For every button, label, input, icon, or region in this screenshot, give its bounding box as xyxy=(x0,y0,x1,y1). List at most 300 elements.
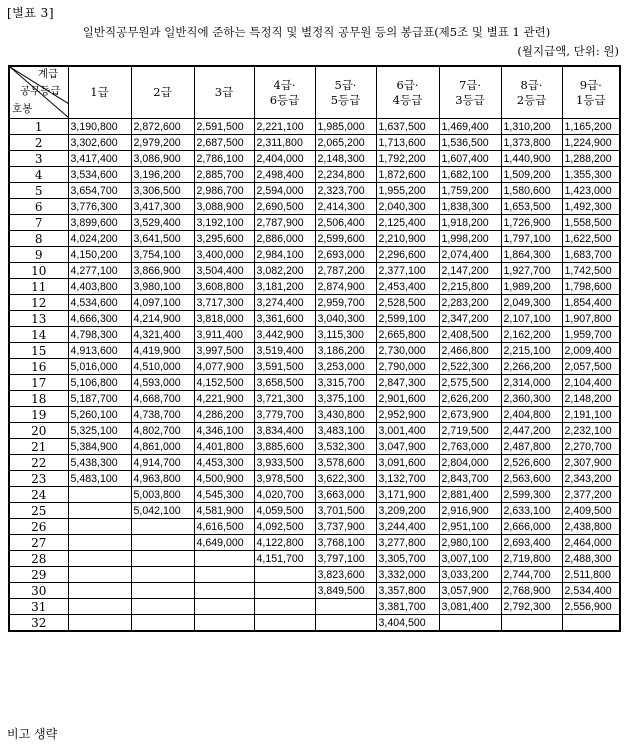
salary-cell: 1,955,200 xyxy=(376,183,439,199)
salary-cell xyxy=(131,599,194,615)
table-row xyxy=(9,151,620,167)
salary-cell: 1,998,200 xyxy=(439,231,501,247)
salary-cell: 4,152,500 xyxy=(194,375,254,391)
salary-cell xyxy=(131,519,194,535)
salary-cell: 3,295,600 xyxy=(194,231,254,247)
salary-cell: 1,310,200 xyxy=(501,119,562,135)
salary-cell: 2,804,000 xyxy=(439,455,501,471)
salary-cell: 2,787,900 xyxy=(254,215,315,231)
unit-note: (월지급액, 단위: 원) xyxy=(517,44,619,58)
step-number: 7 xyxy=(9,215,68,231)
salary-cell xyxy=(501,615,562,632)
salary-cell: 2,049,300 xyxy=(501,295,562,311)
step-number: 19 xyxy=(9,407,68,423)
salary-cell: 2,885,700 xyxy=(194,167,254,183)
salary-cell: 2,438,800 xyxy=(562,519,620,535)
salary-cell: 2,404,800 xyxy=(501,407,562,423)
salary-cell: 2,768,900 xyxy=(501,583,562,599)
salary-cell: 2,690,500 xyxy=(254,199,315,215)
table-row xyxy=(9,375,620,391)
salary-cell: 3,483,100 xyxy=(315,423,376,439)
salary-cell: 2,148,200 xyxy=(562,391,620,407)
salary-cell: 4,059,500 xyxy=(254,503,315,519)
salary-cell xyxy=(131,567,194,583)
column-header-label: 4등급 xyxy=(392,92,423,107)
salary-cell: 1,637,500 xyxy=(376,119,439,135)
table-row xyxy=(9,519,620,535)
salary-cell: 5,325,100 xyxy=(68,423,131,439)
salary-cell: 3,717,300 xyxy=(194,295,254,311)
step-number: 27 xyxy=(9,535,68,551)
step-number: 32 xyxy=(9,615,68,632)
salary-cell: 2,916,900 xyxy=(439,503,501,519)
table-row xyxy=(9,343,620,359)
salary-cell: 1,864,300 xyxy=(501,247,562,263)
salary-cell: 2,673,900 xyxy=(439,407,501,423)
salary-cell: 2,009,400 xyxy=(562,343,620,359)
salary-cell: 2,343,200 xyxy=(562,471,620,487)
salary-cell: 2,901,600 xyxy=(376,391,439,407)
salary-cell: 2,599,600 xyxy=(315,231,376,247)
salary-cell: 3,622,300 xyxy=(315,471,376,487)
salary-cell: 2,666,000 xyxy=(501,519,562,535)
salary-cell: 2,633,100 xyxy=(501,503,562,519)
table-row xyxy=(9,295,620,311)
column-header-label: 2등급 xyxy=(516,92,547,107)
table-row xyxy=(9,423,620,439)
column-header xyxy=(439,66,501,119)
table-row xyxy=(9,583,620,599)
step-number: 4 xyxy=(9,167,68,183)
salary-cell: 5,042,100 xyxy=(131,503,194,519)
salary-cell: 2,210,900 xyxy=(376,231,439,247)
salary-cell: 3,082,200 xyxy=(254,263,315,279)
salary-cell: 3,658,500 xyxy=(254,375,315,391)
salary-cell: 2,959,700 xyxy=(315,295,376,311)
salary-cell: 3,086,900 xyxy=(131,151,194,167)
salary-cell: 3,091,600 xyxy=(376,455,439,471)
salary-cell: 4,914,700 xyxy=(131,455,194,471)
step-number: 5 xyxy=(9,183,68,199)
salary-cell: 2,270,700 xyxy=(562,439,620,455)
salary-cell: 2,787,200 xyxy=(315,263,376,279)
salary-cell: 2,464,000 xyxy=(562,535,620,551)
salary-cell: 3,115,300 xyxy=(315,327,376,343)
salary-cell: 1,536,500 xyxy=(439,135,501,151)
salary-cell: 3,933,500 xyxy=(254,455,315,471)
salary-cell: 4,534,600 xyxy=(68,295,131,311)
salary-cell: 1,682,100 xyxy=(439,167,501,183)
salary-cell: 3,057,900 xyxy=(439,583,501,599)
salary-cell: 2,360,300 xyxy=(501,391,562,407)
salary-cell: 3,181,200 xyxy=(254,279,315,295)
salary-cell: 2,453,400 xyxy=(376,279,439,295)
salary-cell: 2,763,000 xyxy=(439,439,501,455)
salary-cell: 5,483,100 xyxy=(68,471,131,487)
salary-cell: 3,823,600 xyxy=(315,567,376,583)
step-number: 11 xyxy=(9,279,68,295)
salary-cell: 2,323,700 xyxy=(315,183,376,199)
salary-cell: 1,985,000 xyxy=(315,119,376,135)
salary-cell: 2,872,600 xyxy=(131,119,194,135)
step-number: 17 xyxy=(9,375,68,391)
salary-cell: 2,951,100 xyxy=(439,519,501,535)
table-row xyxy=(9,183,620,199)
salary-cell: 2,104,400 xyxy=(562,375,620,391)
salary-cell xyxy=(131,583,194,599)
salary-cell: 4,510,000 xyxy=(131,359,194,375)
salary-cell: 3,306,500 xyxy=(131,183,194,199)
salary-cell: 2,232,100 xyxy=(562,423,620,439)
salary-cell: 4,963,800 xyxy=(131,471,194,487)
salary-cell: 4,024,200 xyxy=(68,231,131,247)
salary-cell: 4,500,900 xyxy=(194,471,254,487)
step-number: 10 xyxy=(9,263,68,279)
salary-cell: 2,665,800 xyxy=(376,327,439,343)
salary-cell: 5,438,300 xyxy=(68,455,131,471)
salary-cell: 2,215,800 xyxy=(439,279,501,295)
salary-cell: 3,701,500 xyxy=(315,503,376,519)
salary-cell: 1,918,200 xyxy=(439,215,501,231)
salary-cell: 3,721,300 xyxy=(254,391,315,407)
salary-cell: 3,978,500 xyxy=(254,471,315,487)
salary-cell: 1,373,800 xyxy=(501,135,562,151)
table-row xyxy=(9,199,620,215)
salary-cell: 3,332,000 xyxy=(376,567,439,583)
column-header xyxy=(376,66,439,119)
salary-cell: 5,016,000 xyxy=(68,359,131,375)
table-row xyxy=(9,615,620,632)
remarks-note: 비고 생략 xyxy=(7,727,58,741)
salary-cell: 1,492,300 xyxy=(562,199,620,215)
step-number: 29 xyxy=(9,567,68,583)
salary-cell: 1,607,400 xyxy=(439,151,501,167)
salary-cell xyxy=(254,615,315,632)
salary-cell: 1,509,200 xyxy=(501,167,562,183)
salary-cell: 2,466,800 xyxy=(439,343,501,359)
salary-cell: 4,277,100 xyxy=(68,263,131,279)
salary-cell: 4,150,200 xyxy=(68,247,131,263)
salary-cell: 1,580,600 xyxy=(501,183,562,199)
salary-cell xyxy=(562,615,620,632)
salary-cell: 3,591,500 xyxy=(254,359,315,375)
salary-cell xyxy=(254,599,315,615)
salary-cell xyxy=(131,551,194,567)
salary-cell: 5,003,800 xyxy=(131,487,194,503)
table-row xyxy=(9,503,620,519)
salary-cell: 1,469,400 xyxy=(439,119,501,135)
salary-cell xyxy=(68,519,131,535)
step-number: 16 xyxy=(9,359,68,375)
salary-cell xyxy=(254,583,315,599)
salary-cell: 3,033,200 xyxy=(439,567,501,583)
salary-cell: 2,575,500 xyxy=(439,375,501,391)
step-number: 18 xyxy=(9,391,68,407)
salary-cell: 3,357,800 xyxy=(376,583,439,599)
salary-cell: 2,125,400 xyxy=(376,215,439,231)
salary-cell: 3,361,600 xyxy=(254,311,315,327)
salary-cell: 4,798,300 xyxy=(68,327,131,343)
salary-cell: 4,151,700 xyxy=(254,551,315,567)
salary-cell: 2,347,200 xyxy=(439,311,501,327)
document-title: 일반직공무원과 일반직에 준하는 특정직 및 별정직 공무원 등의 봉급표(제5조 및 별표 1 관련) xyxy=(82,25,551,39)
table-row xyxy=(9,311,620,327)
salary-cell: 2,296,600 xyxy=(376,247,439,263)
salary-cell xyxy=(68,535,131,551)
salary-cell: 2,408,500 xyxy=(439,327,501,343)
document-tag: [별표 3] xyxy=(7,6,54,20)
step-number: 6 xyxy=(9,199,68,215)
salary-cell xyxy=(68,503,131,519)
salary-cell xyxy=(194,567,254,583)
salary-cell: 2,040,300 xyxy=(376,199,439,215)
salary-cell: 1,683,700 xyxy=(562,247,620,263)
step-number: 12 xyxy=(9,295,68,311)
salary-cell: 4,802,700 xyxy=(131,423,194,439)
salary-cell: 1,959,700 xyxy=(562,327,620,343)
salary-cell: 1,165,200 xyxy=(562,119,620,135)
salary-cell: 3,305,700 xyxy=(376,551,439,567)
salary-cell: 1,759,200 xyxy=(439,183,501,199)
salary-cell: 4,077,900 xyxy=(194,359,254,375)
salary-cell: 3,186,200 xyxy=(315,343,376,359)
salary-cell: 3,911,400 xyxy=(194,327,254,343)
salary-cell: 2,191,100 xyxy=(562,407,620,423)
table-row xyxy=(9,551,620,567)
salary-cell: 4,419,900 xyxy=(131,343,194,359)
column-header-label: 4급· xyxy=(273,77,296,92)
salary-cell: 5,106,800 xyxy=(68,375,131,391)
salary-cell: 2,377,100 xyxy=(376,263,439,279)
salary-cell: 1,854,400 xyxy=(562,295,620,311)
salary-cell: 2,215,100 xyxy=(501,343,562,359)
salary-cell: 2,526,600 xyxy=(501,455,562,471)
salary-cell: 3,504,400 xyxy=(194,263,254,279)
column-header-label: 2급 xyxy=(153,85,172,99)
salary-cell: 4,545,300 xyxy=(194,487,254,503)
step-number: 1 xyxy=(9,119,68,135)
salary-cell: 2,234,800 xyxy=(315,167,376,183)
salary-cell: 2,414,300 xyxy=(315,199,376,215)
salary-cell: 2,744,700 xyxy=(501,567,562,583)
salary-cell: 4,581,900 xyxy=(194,503,254,519)
salary-cell: 1,622,500 xyxy=(562,231,620,247)
table-row xyxy=(9,487,620,503)
salary-cell: 4,861,000 xyxy=(131,439,194,455)
salary-cell: 4,321,400 xyxy=(131,327,194,343)
table-row xyxy=(9,455,620,471)
salary-cell: 5,187,700 xyxy=(68,391,131,407)
salary-cell: 3,849,500 xyxy=(315,583,376,599)
step-number: 25 xyxy=(9,503,68,519)
salary-cell: 2,162,200 xyxy=(501,327,562,343)
salary-cell: 2,693,000 xyxy=(315,247,376,263)
salary-cell: 3,277,800 xyxy=(376,535,439,551)
salary-cell: 2,148,300 xyxy=(315,151,376,167)
table-row xyxy=(9,135,620,151)
salary-cell: 2,984,100 xyxy=(254,247,315,263)
salary-cell: 2,847,300 xyxy=(376,375,439,391)
salary-cell: 2,843,700 xyxy=(439,471,501,487)
salary-cell: 2,719,500 xyxy=(439,423,501,439)
salary-cell: 3,088,900 xyxy=(194,199,254,215)
salary-cell: 3,997,500 xyxy=(194,343,254,359)
salary-cell: 1,927,700 xyxy=(501,263,562,279)
corner-label-class: 공무등급 xyxy=(20,85,61,97)
table-row xyxy=(9,247,620,263)
table-row xyxy=(9,327,620,343)
salary-cell: 3,381,700 xyxy=(376,599,439,615)
salary-cell: 1,726,900 xyxy=(501,215,562,231)
table-row xyxy=(9,119,620,135)
salary-cell: 2,792,300 xyxy=(501,599,562,615)
salary-cell: 5,384,900 xyxy=(68,439,131,455)
salary-cell: 2,065,200 xyxy=(315,135,376,151)
salary-cell: 2,599,300 xyxy=(501,487,562,503)
salary-cell: 1,653,500 xyxy=(501,199,562,215)
salary-cell: 2,693,400 xyxy=(501,535,562,551)
salary-cell: 3,430,800 xyxy=(315,407,376,423)
salary-cell: 3,578,600 xyxy=(315,455,376,471)
table-row xyxy=(9,215,620,231)
salary-cell: 2,591,500 xyxy=(194,119,254,135)
column-header xyxy=(254,66,315,119)
salary-cell: 2,409,500 xyxy=(562,503,620,519)
salary-cell: 3,001,400 xyxy=(376,423,439,439)
corner-label-grade: 계급 xyxy=(38,68,59,80)
step-number: 23 xyxy=(9,471,68,487)
corner-header xyxy=(9,66,68,119)
salary-cell: 3,047,900 xyxy=(376,439,439,455)
step-number: 20 xyxy=(9,423,68,439)
salary-cell: 1,907,800 xyxy=(562,311,620,327)
salary-cell xyxy=(68,599,131,615)
salary-cell: 1,989,200 xyxy=(501,279,562,295)
salary-cell: 3,417,400 xyxy=(68,151,131,167)
salary-cell: 2,314,000 xyxy=(501,375,562,391)
step-number: 24 xyxy=(9,487,68,503)
salary-cell xyxy=(68,487,131,503)
salary-cell: 3,171,900 xyxy=(376,487,439,503)
salary-cell xyxy=(194,551,254,567)
salary-cell: 2,488,300 xyxy=(562,551,620,567)
salary-cell: 2,147,200 xyxy=(439,263,501,279)
salary-cell: 3,754,100 xyxy=(131,247,194,263)
salary-cell: 3,834,400 xyxy=(254,423,315,439)
salary-cell: 3,641,500 xyxy=(131,231,194,247)
salary-cell: 3,866,900 xyxy=(131,263,194,279)
salary-cell: 4,097,100 xyxy=(131,295,194,311)
step-number: 3 xyxy=(9,151,68,167)
step-number: 31 xyxy=(9,599,68,615)
salary-cell: 2,107,100 xyxy=(501,311,562,327)
salary-cell: 2,886,000 xyxy=(254,231,315,247)
salary-cell xyxy=(68,583,131,599)
column-header xyxy=(131,66,194,119)
salary-cell: 3,400,000 xyxy=(194,247,254,263)
column-header xyxy=(68,66,131,119)
salary-cell: 1,288,200 xyxy=(562,151,620,167)
salary-cell: 3,040,300 xyxy=(315,311,376,327)
salary-cell: 2,506,400 xyxy=(315,215,376,231)
salary-cell: 4,122,800 xyxy=(254,535,315,551)
table-row xyxy=(9,471,620,487)
salary-cell: 2,730,000 xyxy=(376,343,439,359)
salary-cell: 2,626,200 xyxy=(439,391,501,407)
salary-cell: 4,738,700 xyxy=(131,407,194,423)
salary-cell xyxy=(315,599,376,615)
step-number: 22 xyxy=(9,455,68,471)
salary-cell: 1,742,500 xyxy=(562,263,620,279)
column-header-label: 7급· xyxy=(458,77,482,92)
table-row xyxy=(9,407,620,423)
salary-cell: 1,558,500 xyxy=(562,215,620,231)
salary-cell: 4,401,800 xyxy=(194,439,254,455)
salary-cell: 2,563,600 xyxy=(501,471,562,487)
salary-cell: 2,786,100 xyxy=(194,151,254,167)
salary-cell: 1,798,600 xyxy=(562,279,620,295)
salary-cell: 3,737,900 xyxy=(315,519,376,535)
salary-cell xyxy=(254,567,315,583)
table-row xyxy=(9,263,620,279)
step-number: 21 xyxy=(9,439,68,455)
column-header xyxy=(194,66,254,119)
step-number: 28 xyxy=(9,551,68,567)
salary-cell xyxy=(194,615,254,632)
column-header-label: 5등급 xyxy=(330,92,361,107)
salary-cell: 2,447,200 xyxy=(501,423,562,439)
salary-cell: 2,404,000 xyxy=(254,151,315,167)
step-number: 30 xyxy=(9,583,68,599)
salary-cell: 3,899,600 xyxy=(68,215,131,231)
salary-cell: 4,593,000 xyxy=(131,375,194,391)
salary-cell: 3,776,300 xyxy=(68,199,131,215)
salary-cell: 2,719,800 xyxy=(501,551,562,567)
salary-cell: 3,274,400 xyxy=(254,295,315,311)
salary-cell: 3,132,700 xyxy=(376,471,439,487)
salary-cell: 4,346,100 xyxy=(194,423,254,439)
column-header-label: 1급 xyxy=(90,85,109,99)
salary-cell: 3,532,300 xyxy=(315,439,376,455)
salary-cell: 2,556,900 xyxy=(562,599,620,615)
salary-cell: 2,522,300 xyxy=(439,359,501,375)
step-number: 26 xyxy=(9,519,68,535)
salary-cell: 5,260,100 xyxy=(68,407,131,423)
salary-cell: 1,423,000 xyxy=(562,183,620,199)
salary-cell: 3,608,800 xyxy=(194,279,254,295)
salary-cell xyxy=(131,615,194,632)
column-header-label: 3급 xyxy=(214,85,234,99)
table-row xyxy=(9,567,620,583)
step-number: 2 xyxy=(9,135,68,151)
salary-cell: 2,687,500 xyxy=(194,135,254,151)
salary-cell: 2,594,000 xyxy=(254,183,315,199)
salary-cell: 2,266,200 xyxy=(501,359,562,375)
column-header xyxy=(501,66,562,119)
salary-cell: 3,980,100 xyxy=(131,279,194,295)
table-row xyxy=(9,279,620,295)
column-header-label: 9급· xyxy=(579,77,602,92)
salary-cell: 3,654,700 xyxy=(68,183,131,199)
salary-cell: 2,534,400 xyxy=(562,583,620,599)
salary-cell: 1,713,600 xyxy=(376,135,439,151)
header-row xyxy=(9,66,620,119)
salary-cell: 4,221,900 xyxy=(194,391,254,407)
salary-cell: 1,440,900 xyxy=(501,151,562,167)
table-row xyxy=(9,535,620,551)
column-header-label: 3등급 xyxy=(455,92,485,107)
salary-cell: 4,286,200 xyxy=(194,407,254,423)
